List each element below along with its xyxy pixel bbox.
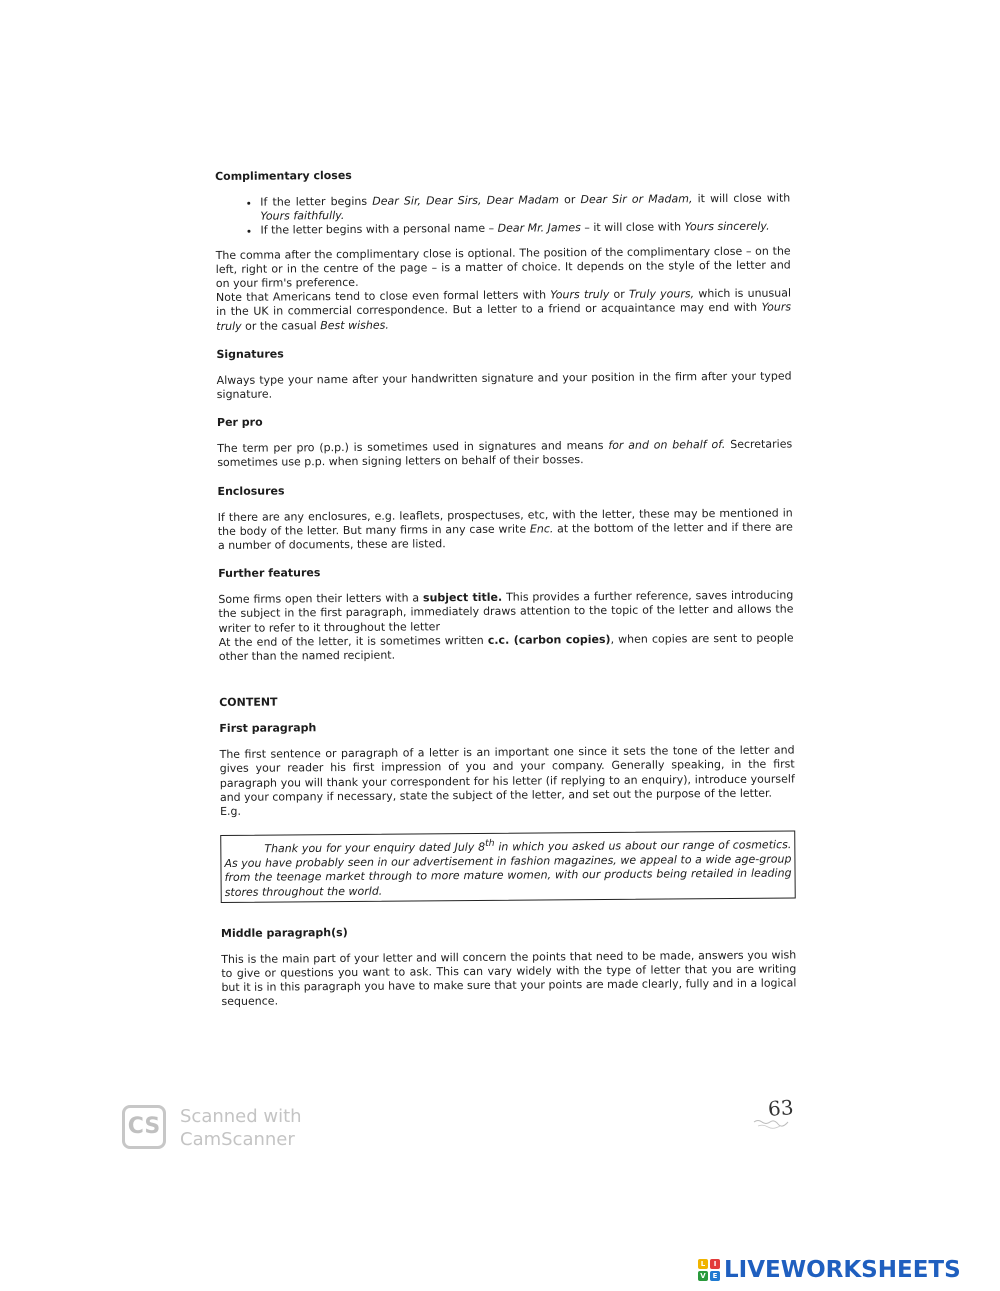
page-number: 63 bbox=[767, 1095, 795, 1121]
example-box: Thank you for your enquiry dated July 8th in which you asked us about our range of cosmetics. As you have probably seen in our advertisement in fashion magazines, we appeal to a wide age-group from the teenage market through to more mature women, with our products being retailed in leading stores throughout the world. bbox=[220, 831, 796, 903]
list-item: • If the letter begins with a personal name – Dear Mr. James – it will close with Yours sincerely. bbox=[260, 220, 790, 238]
heading-further-features: Further features bbox=[218, 566, 321, 581]
camscanner-watermark-text: Scanned with CamScanner bbox=[180, 1106, 302, 1150]
pencil-scribble-icon bbox=[752, 1110, 792, 1130]
paragraph-enclosures: If there are any enclosures, e.g. leaflets, prospectuses, etc, with the letter, these may be mentioned in the body of the letter. But many firms in any case write Enc. at the bottom of the letter and if there are a number of documents, these are listed. bbox=[217, 506, 793, 553]
paragraph-americans: Note that Americans tend to close even formal letters with Yours truly or Truly yours, which is unusual in the UK in commercial correspondence. But a letter to a friend or acquaintance may end with Yours truly or the casual Best wishes. bbox=[215, 286, 792, 333]
heading-complimentary-closes: Complimentary closes bbox=[215, 168, 352, 183]
paragraph-middle: This is the main part of your letter and will concern the points that need to be made, answers you wish to give or questions you want to ask. This can vary widely with the type of letter that you are writing but it is in this paragraph you have to make sure that your points are made clearly, fully and in a logical sequence. bbox=[221, 948, 797, 1009]
liveworksheets-brand-text: LIVEWORKSHEETS bbox=[724, 1257, 961, 1283]
heading-content: CONTENT bbox=[219, 695, 278, 710]
paragraph-signatures: Always type your name after your handwritten signature and your position in the firm after your typed signature. bbox=[216, 369, 792, 402]
heading-enclosures: Enclosures bbox=[217, 484, 285, 498]
paragraph-per-pro: The term per pro (p.p.) is sometimes used in signatures and means for and on behalf of. Secretaries sometimes use p.p. when signing letters on behalf of their bosses. bbox=[217, 437, 793, 470]
paragraph-subject-title: Some firms open their letters with a subject title. This provides a further reference, saves introducing the subject in the first paragraph, immediately draws attention to the topic of the letter and allows the writer to refer to it throughout the letter bbox=[218, 588, 794, 635]
paragraph-carbon-copies: At the end of the letter, it is sometimes written c.c. (carbon copies), when copies are sent to people other than the named recipient. bbox=[218, 631, 794, 664]
complimentary-bullet-list bbox=[215, 191, 790, 238]
heading-signatures: Signatures bbox=[216, 347, 284, 361]
eg-label: E.g. bbox=[219, 804, 242, 819]
liveworksheets-icon: L I V E bbox=[698, 1259, 720, 1281]
document-body bbox=[215, 165, 797, 1009]
heading-first-paragraph: First paragraph bbox=[219, 721, 317, 736]
heading-middle-paragraphs: Middle paragraph(s) bbox=[220, 925, 348, 940]
paragraph-first: The first sentence or paragraph of a letter is an important one since it sets the tone of the letter and gives your reader his first impression of you and your company. Generally speaking, in the first paragraph you will thank your correspondent for his letter (if replying to an enquiry), introduce yourself and your company if necessary, state the subject of the letter, and set out the purpose of the letter. bbox=[219, 743, 795, 804]
heading-per-pro: Per pro bbox=[216, 415, 263, 430]
paragraph-comma: The comma after the complimentary close is optional. The position of the complimentary close – on the left, right or in the centre of the page – is a matter of choice. It depends on the style of the letter and on your firm's preference. bbox=[215, 244, 791, 291]
liveworksheets-logo bbox=[698, 1255, 961, 1285]
camscanner-logo: CS bbox=[122, 1105, 166, 1149]
list-item: • If the letter begins Dear Sir, Dear Sirs, Dear Madam or Dear Sir or Madam, it will close with Yours faithfully. bbox=[260, 191, 790, 224]
